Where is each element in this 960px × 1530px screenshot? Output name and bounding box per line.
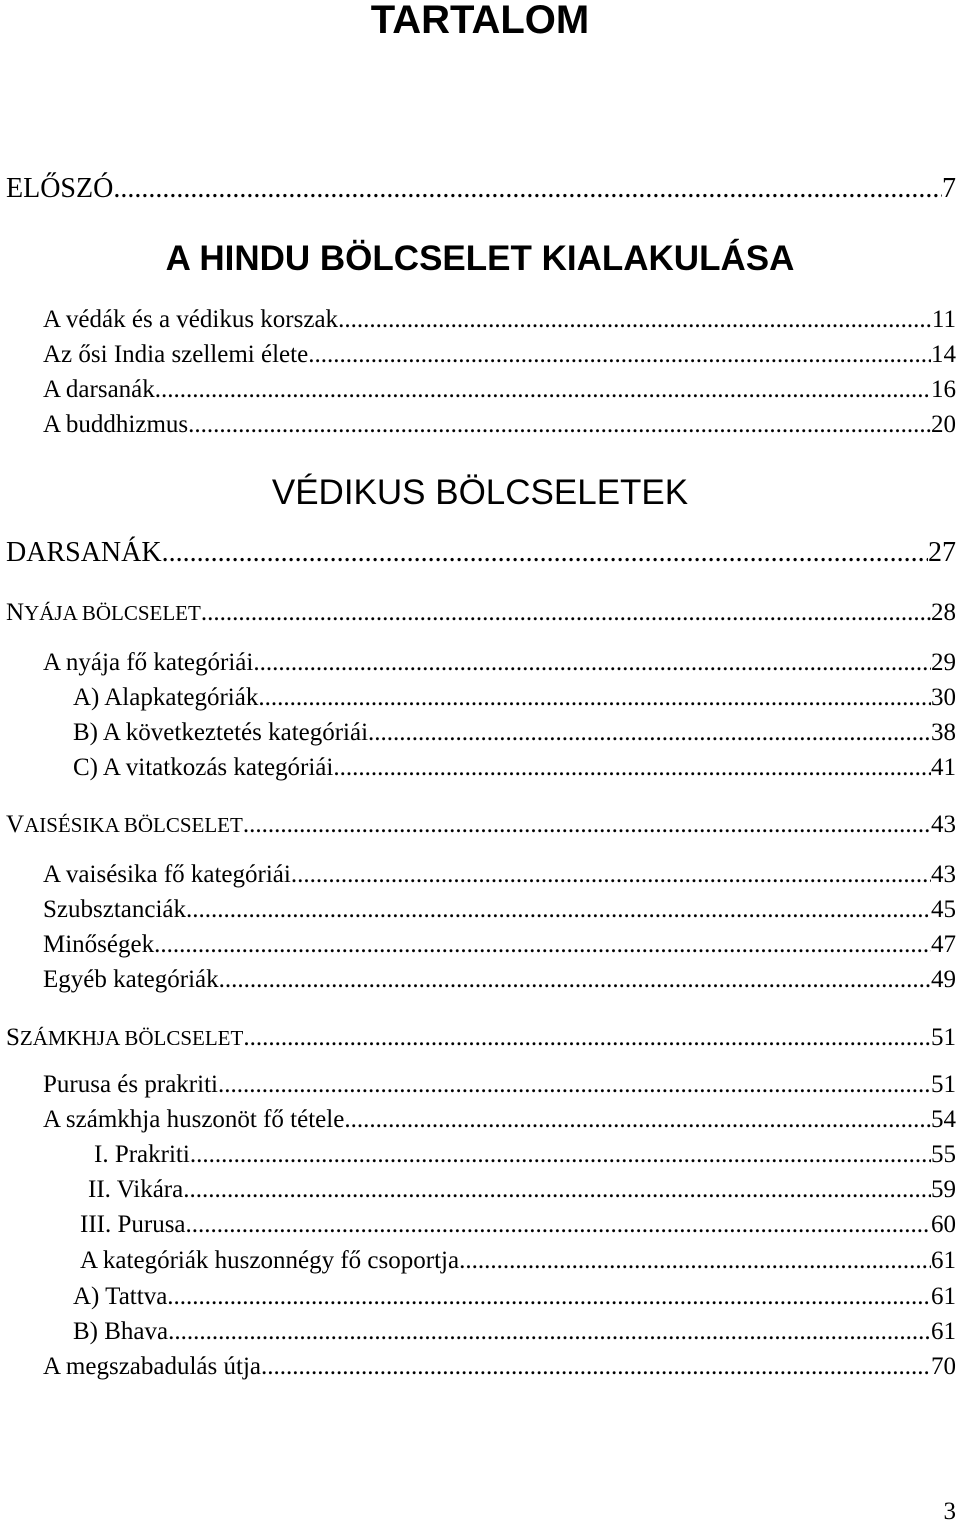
- toc-entry-page: 45: [931, 896, 956, 923]
- toc-entry-page: 43: [931, 811, 956, 838]
- toc-entry[interactable]: [80, 1210, 956, 1240]
- leader-dots: [258, 683, 931, 713]
- leader-dots: [188, 410, 931, 440]
- leader-dots: [168, 1317, 931, 1347]
- toc-entry-page: 49: [931, 966, 956, 993]
- toc-entry[interactable]: [73, 753, 956, 783]
- toc-entry-page: 28: [931, 599, 956, 626]
- toc-entry[interactable]: [43, 340, 956, 370]
- toc-entry-label: B) Bhava: [73, 1318, 169, 1345]
- toc-entry[interactable]: [80, 1246, 956, 1276]
- toc-entry-page: 55: [931, 1141, 956, 1168]
- toc-entry[interactable]: [73, 1282, 956, 1312]
- toc-entry[interactable]: [73, 718, 956, 748]
- leader-dots: [155, 375, 931, 405]
- toc-entry-label: C) A vitatkozás kategóriái: [73, 754, 334, 781]
- leader-dots: [459, 1246, 931, 1276]
- leader-dots: [243, 810, 931, 840]
- toc-entry[interactable]: [43, 648, 956, 678]
- toc-entry-label: A) Alapkategóriák: [73, 684, 259, 711]
- leader-dots: [218, 1070, 931, 1100]
- toc-entry-page: 11: [931, 306, 956, 333]
- toc-entry-label: I. Prakriti: [94, 1141, 190, 1168]
- page-number: 3: [943, 1498, 956, 1525]
- toc-entry[interactable]: [43, 895, 956, 925]
- toc-entry-page: 70: [931, 1353, 956, 1380]
- leader-dots: [291, 860, 931, 890]
- toc-entry-page: 30: [931, 684, 956, 711]
- toc-entry-page: 61: [931, 1283, 956, 1310]
- leader-dots: [338, 305, 932, 335]
- toc-entry-page: 61: [931, 1247, 956, 1274]
- leader-dots: [333, 753, 931, 783]
- toc-entry-page: 16: [931, 376, 956, 403]
- leader-dots: [253, 648, 931, 678]
- toc-entry[interactable]: [73, 683, 956, 713]
- leader-dots: [261, 1352, 931, 1382]
- toc-entry-label: A nyája fő kategóriái: [43, 649, 254, 676]
- toc-entry-label: Purusa és prakriti: [43, 1071, 218, 1098]
- toc-entry-page: 14: [931, 341, 956, 368]
- toc-entry[interactable]: [43, 1070, 956, 1100]
- leader-dots: [190, 1140, 931, 1170]
- leader-dots: [183, 1175, 931, 1205]
- toc-entry-page: 51: [931, 1024, 956, 1051]
- toc-entry-page: 43: [931, 861, 956, 888]
- section-heading-vedikus: VÉDIKUS BÖLCSELETEK: [271, 473, 689, 512]
- leader-dots: [154, 930, 931, 960]
- toc-entry-page: 29: [931, 649, 956, 676]
- toc-entry[interactable]: [73, 1317, 956, 1347]
- leader-dots: [243, 1023, 931, 1053]
- toc-entry[interactable]: [43, 375, 956, 405]
- toc-entry-eloszo[interactable]: [6, 174, 956, 204]
- toc-entry-label: NYÁJA BÖLCSELET: [6, 599, 201, 626]
- toc-entry[interactable]: [43, 930, 956, 960]
- toc-entry-page: 20: [931, 411, 956, 438]
- toc-entry-page: 47: [931, 931, 956, 958]
- toc-entry-label: Az ősi India szellemi élete: [43, 341, 309, 368]
- toc-entry-page: 7: [942, 173, 956, 204]
- toc-entry-label: A kategóriák huszonnégy fő csoportja: [80, 1247, 460, 1274]
- toc-entry-page: 59: [931, 1176, 956, 1203]
- leader-dots: [186, 895, 931, 925]
- toc-entry-nyaja[interactable]: [6, 598, 956, 628]
- leader-dots: [344, 1105, 931, 1135]
- toc-entry[interactable]: [43, 1105, 956, 1135]
- toc-entry[interactable]: [43, 1352, 956, 1382]
- leader-dots: [219, 965, 931, 995]
- toc-entry-page: 54: [931, 1106, 956, 1133]
- toc-entry-label: III. Purusa: [80, 1211, 186, 1238]
- page-title: TARTALOM: [370, 0, 590, 42]
- leader-dots: [368, 718, 931, 748]
- toc-entry[interactable]: [94, 1140, 956, 1170]
- leader-dots: [201, 598, 931, 628]
- toc-entry-label: ELŐSZÓ: [6, 173, 114, 204]
- toc-entry-label: A vaisésika fő kategóriái: [43, 861, 291, 888]
- toc-entry[interactable]: [43, 305, 956, 335]
- toc-entry-label: A számkhja huszonöt fő tétele: [43, 1106, 345, 1133]
- toc-entry-page: 61: [931, 1318, 956, 1345]
- toc-entry-label: A buddhizmus: [43, 411, 189, 438]
- toc-entry-page: 38: [931, 719, 956, 746]
- toc-entry-darsanak[interactable]: [6, 538, 956, 568]
- toc-entry[interactable]: [88, 1175, 956, 1205]
- toc-entry-page: 41: [931, 754, 956, 781]
- leader-dots: [186, 1210, 931, 1240]
- toc-entry-page: 27: [928, 537, 956, 568]
- toc-entry-label: A darsanák: [43, 376, 155, 403]
- toc-entry-label: Szubsztanciák: [43, 896, 187, 923]
- toc-entry-szamkhja[interactable]: [6, 1023, 956, 1053]
- toc-entry-page: 60: [931, 1211, 956, 1238]
- toc-entry[interactable]: [43, 410, 956, 440]
- toc-entry-label: A megszabadulás útja: [43, 1353, 261, 1380]
- leader-dots: [308, 340, 931, 370]
- leader-dots: [167, 1282, 931, 1312]
- toc-entry-label: B) A következtetés kategóriái: [73, 719, 369, 746]
- toc-entry-label: A) Tattva: [73, 1283, 168, 1310]
- leader-dots: [162, 538, 928, 568]
- toc-entry-label: A védák és a védikus korszak: [43, 306, 339, 333]
- toc-entry-vaisesika[interactable]: [6, 810, 956, 840]
- section-heading-hindu: A HINDU BÖLCSELET KIALAKULÁSA: [165, 239, 795, 278]
- toc-entry-label: VAISÉSIKA BÖLCSELET: [6, 811, 243, 838]
- leader-dots: [113, 174, 942, 204]
- toc-entry-label: DARSANÁK: [6, 537, 162, 568]
- toc-entry[interactable]: [43, 965, 956, 995]
- toc-entry-label: II. Vikára: [88, 1176, 184, 1203]
- toc-entry-page: 51: [931, 1071, 956, 1098]
- toc-entry-label: Egyéb kategóriák: [43, 966, 219, 993]
- toc-entry[interactable]: [43, 860, 956, 890]
- toc-entry-label: SZÁMKHJA BÖLCSELET: [6, 1024, 244, 1051]
- toc-entry-label: Minőségek: [43, 931, 155, 958]
